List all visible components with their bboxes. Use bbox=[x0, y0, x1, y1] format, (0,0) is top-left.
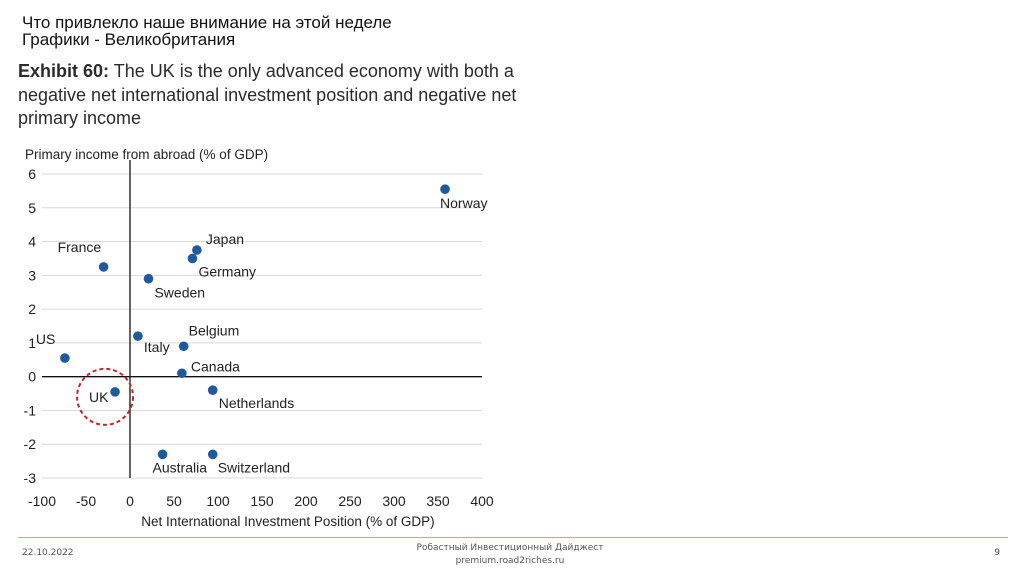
x-tick-label: 400 bbox=[470, 493, 494, 509]
point-germany bbox=[188, 254, 198, 264]
point-label-us: US bbox=[35, 331, 56, 348]
y-tick-label: 4 bbox=[28, 233, 36, 250]
footer-divider bbox=[18, 537, 1008, 538]
point-label-norway: Norway bbox=[440, 195, 488, 212]
point-label-germany: Germany bbox=[198, 263, 257, 280]
y-tick-label: 2 bbox=[28, 301, 36, 318]
slide-heading-line1: Что привлекло наше внимание на этой неделе bbox=[22, 14, 392, 32]
x-tick-label: 250 bbox=[338, 493, 362, 509]
axes bbox=[42, 160, 482, 488]
x-tick-label: 50 bbox=[166, 493, 182, 509]
point-label-uk: UK bbox=[89, 388, 109, 405]
point-label-australia: Australia bbox=[152, 459, 208, 476]
point-japan bbox=[192, 245, 202, 255]
point-netherlands bbox=[208, 385, 218, 395]
point-italy bbox=[133, 331, 143, 341]
y-tick-label: -1 bbox=[23, 402, 36, 419]
point-belgium bbox=[179, 341, 189, 351]
y-tick-label: -3 bbox=[23, 470, 36, 486]
point-label-belgium: Belgium bbox=[188, 322, 240, 339]
point-label-canada: Canada bbox=[190, 358, 240, 375]
x-tick-label: 300 bbox=[382, 493, 406, 509]
point-us bbox=[60, 353, 70, 363]
page-number: 9 bbox=[994, 548, 1000, 558]
x-tick-label: 0 bbox=[126, 493, 134, 509]
y-tick-label: 6 bbox=[28, 166, 36, 182]
x-axis-label: Net International Investment Position (% of GDP) bbox=[141, 514, 435, 529]
scatter-chart bbox=[20, 142, 510, 532]
y-tick-label: 1 bbox=[28, 334, 36, 351]
point-norway bbox=[440, 184, 450, 194]
y-axis-label: Primary income from abroad (% of GDP) bbox=[25, 147, 269, 162]
point-label-netherlands: Netherlands bbox=[218, 395, 295, 412]
footer-source-line2: premium.road2riches.ru bbox=[455, 556, 565, 566]
y-tick-label: 3 bbox=[28, 267, 36, 284]
point-france bbox=[99, 262, 109, 272]
x-tick-label: 200 bbox=[294, 493, 318, 509]
tick-labels bbox=[24, 166, 494, 509]
y-tick-label: -2 bbox=[23, 436, 36, 453]
slide-heading-line2: Графики - Великобритания bbox=[22, 30, 236, 49]
x-tick-label: 350 bbox=[426, 493, 450, 509]
exhibit-title bbox=[18, 60, 528, 131]
grid-lines bbox=[42, 174, 482, 478]
point-canada bbox=[177, 368, 187, 378]
slide-heading bbox=[22, 14, 392, 50]
exhibit-label: Exhibit 60: bbox=[18, 61, 110, 81]
point-australia bbox=[158, 450, 168, 460]
point-uk bbox=[110, 387, 120, 397]
point-label-sweden: Sweden bbox=[154, 284, 206, 301]
footer-source bbox=[380, 542, 640, 568]
exhibit-title-text: The UK is the only advanced economy with both a negative net international investment position and negative net primary income bbox=[18, 61, 517, 128]
x-tick-label: -50 bbox=[75, 493, 97, 509]
footer-date: 22.10.2022 bbox=[22, 548, 74, 558]
point-label-japan: Japan bbox=[205, 231, 245, 247]
x-tick-label: 100 bbox=[206, 493, 230, 509]
footer-source-line1: Робастный Инвестиционный Дайджест bbox=[416, 543, 604, 553]
y-tick-label: 0 bbox=[28, 368, 36, 385]
x-tick-label: -100 bbox=[27, 493, 57, 509]
point-label-italy: Italy bbox=[143, 339, 170, 356]
y-tick-label: 5 bbox=[28, 199, 36, 216]
point-switzerland bbox=[208, 450, 218, 460]
point-label-france: France bbox=[57, 238, 102, 255]
point-label-switzerland: Switzerland bbox=[217, 459, 291, 476]
x-tick-label: 150 bbox=[250, 493, 274, 509]
point-labels bbox=[36, 195, 488, 475]
point-sweden bbox=[144, 274, 154, 284]
data-points bbox=[57, 184, 450, 459]
